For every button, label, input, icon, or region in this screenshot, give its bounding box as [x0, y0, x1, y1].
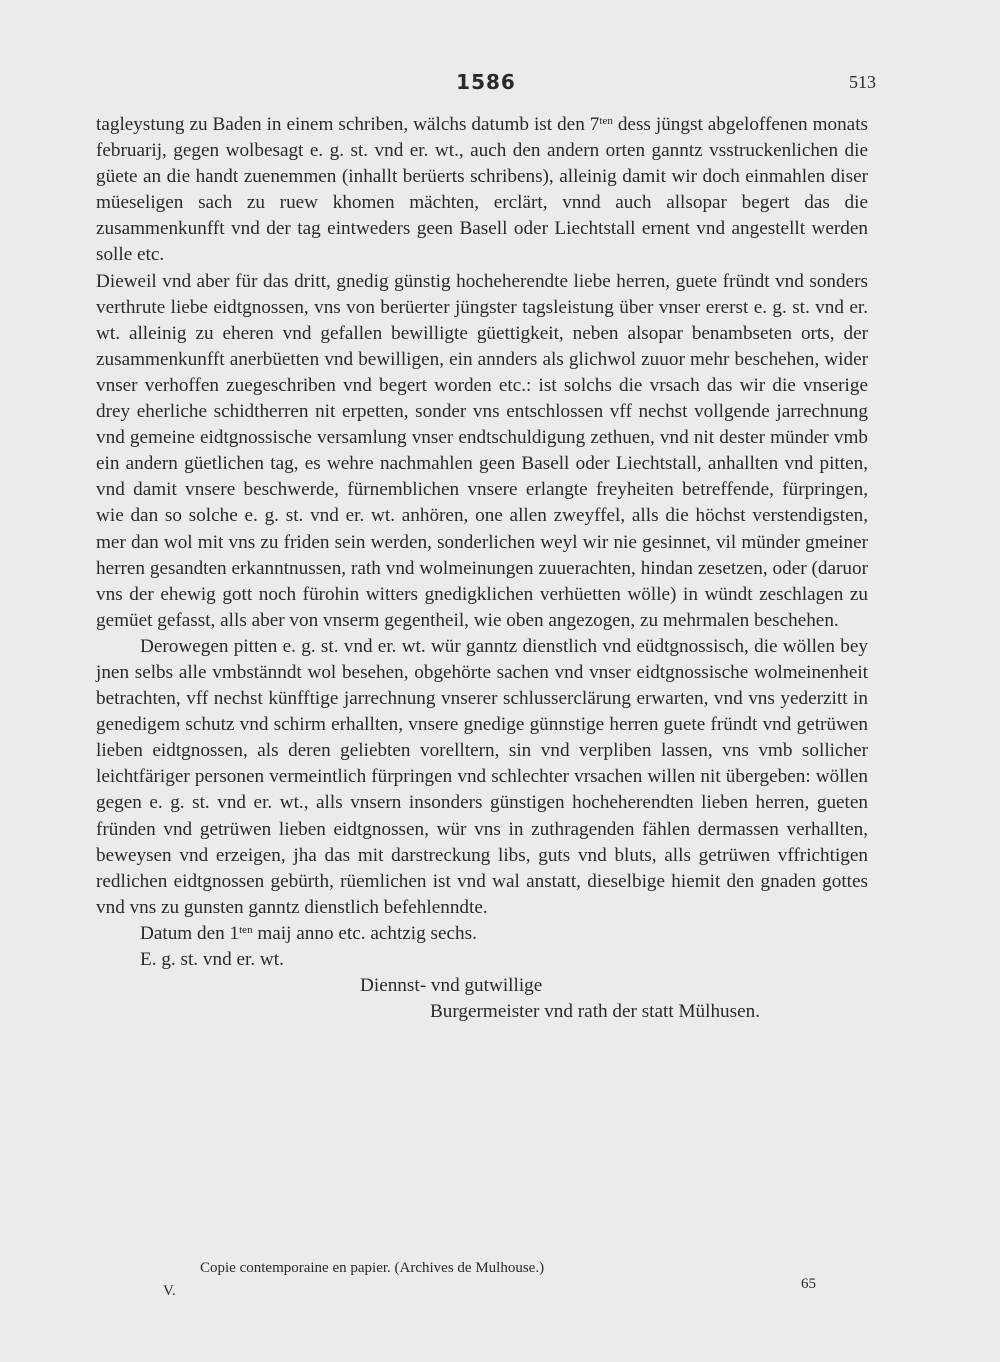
- page-header: [96, 70, 876, 100]
- signature-letter: V.: [163, 1283, 176, 1299]
- page-number: 513: [849, 72, 876, 92]
- document-body: [96, 112, 868, 1025]
- date-line-superscript: ten: [239, 923, 253, 936]
- paragraph-1-text-b: dess jüngst abgeloffenen monats februarij, gegen wolbesagt e. g. st. vnd er. wt., auch den andern orten ganntz vsstruckenlichen die güete an die handt zuenemmen (inhallt berüerts schribens), alleinig damit wir doch einmahlen diser müeseligen sach zu ruew khomen mächten, erclärt, vnnd auch allsopar begert das die zusammenkunfft vnd der tag eintweders geen Basell oder Liechtstall ernent vnd angestellt werden solle etc.: [96, 114, 868, 266]
- signoff-line-1: Diennst- vnd gutwillige: [360, 975, 543, 997]
- paragraph-2: Dieweil vnd aber für das dritt, gnedig günstig hocheherendte liebe herren, guete fründt vnd sonders verthrute liebe eidtgnossen, vns von berüerter jüngster tagsleistung über vnser ererst e. g. st. vnd er. wt. alleinig zu eheren vnd gefallen bewilligte güettigkeit, neben alsopar benambseten orts, der zusammenkunfft anerbüetten vnd bewilligen, ein annders als glichwol zuuor mehr beschehen, wider vnser verhoffen zuegeschriben vnd begert worden etc.: ist solchs die vrsach das wir die vnserige drey eherliche schidtherren nit erpetten, sonder vns entschlossen vff nechst vollgende jarrechnung vnd gemeine eidtgnossische versamlung vnser endtschuldigung zethuen, vnd nit dester münder vmb ein andern güetlichen tag, es wehre nachmahlen geen Basell oder Liechtstall, anhallten vnd pitten, vnd damit vnsere beschwerde, fürnemblichen vnsere erlangte freyheiten betreffende, fürpringen, wie dan so solche e. g. st. vnd er. wt. anhören, one allen zweyffel, alls die höchst verstendigsten, mer dan wol mit vns zu friden sein werden, sonderlichen weyl wir nie gesinnet, vil münder gmeiner herren gesandten erkanntnussen, rath vnd wolmeinungen zuuerachten, hindan zesetzen, oder (daruor vns der ehewig gott noch fürohin witters gnedigklichen verhüetten wölle) in wündt zeschlagen zu gemüet gefasst, alls aber von vnserm gegentheil, wie oben angezogen, zu mehrmalen beschehen.: [96, 270, 868, 631]
- date-line: [96, 921, 868, 947]
- header-year: 1586: [456, 70, 516, 94]
- paragraph-1-text-a: tagleystung zu Baden in einem schriben, wälchs datumb ist den 7: [96, 114, 600, 135]
- paragraph-1-superscript: ten: [599, 115, 613, 127]
- signature-number: 65: [801, 1276, 816, 1292]
- source-note: Copie contemporaine en papier. (Archives de Mulhouse.): [200, 1260, 545, 1276]
- paragraph-3: Derowegen pitten e. g. st. vnd er. wt. wür ganntz dienstlich vnd eüdtgnossisch, die wöllen bey jnen selbs alle vmbstänndt wol besehen, obgehörte sachen vnd vnser eidtgnossische wolmeinenheit betrachten, vff nechst künfftige jarrechnung vnserer schlusserclärung erwarten, vnd vns yederzitt in genedigem schutz vnd schirm erhallten, vnsere gnedige günnstige herren guete fründt vnd getrüwen lieben eidtgnossen, als deren geliebten vorelltern, sin vnd verpliben lassen, vns vmb sollicher leichtfäriger personen vermeintlich fürpringen vnd schlechter vrsachen willen nit übergeben: wöllen gegen e. g. st. vnd er. wt., alls vnsern insonders günstigen hocheherendten lieben herren, gueten fründen vnd getrüwen lieben eidtgnossen, wür vns in zuthragenden fählen dermassen verhallten, beweysen vnd erzeigen, jha das mit darstreckung libs, guts vnd bluts, alls getrüwen vffrichtigen redlichen eidtgnossen gebürth, rüemlichen ist vnd wal anstatt, dieselbige hiemit den gnaden gottes vnd vns zu gunsten ganntz dienstlich befehlenndte.: [96, 635, 868, 918]
- salutation: E. g. st. vnd er. wt.: [140, 949, 284, 970]
- signoff-line-2: Burgermeister vnd rath der statt Mülhusen.: [430, 1001, 761, 1023]
- date-line-text-a: Datum den 1: [140, 922, 240, 944]
- paragraph-1: [96, 112, 868, 269]
- date-line-text-b: maij anno etc. achtzig sechs.: [252, 922, 477, 944]
